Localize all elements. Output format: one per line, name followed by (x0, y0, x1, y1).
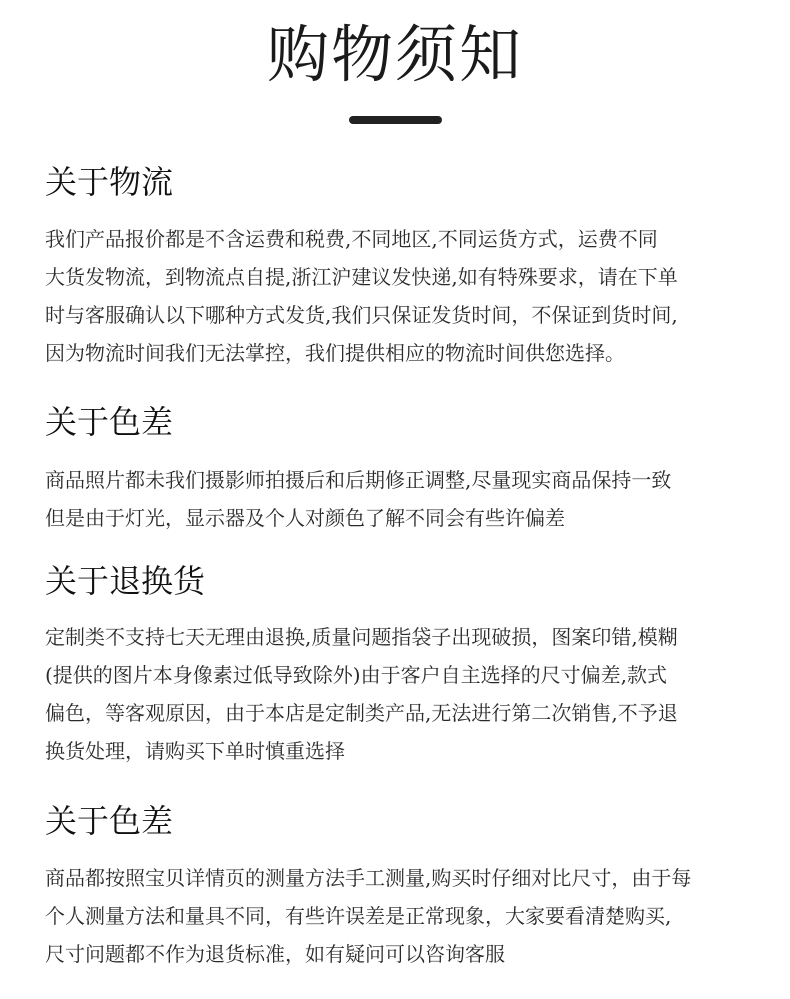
section-heading: 关于退换货 (45, 562, 206, 600)
section-heading: 关于色差 (45, 802, 174, 840)
section-returns-exchanges (45, 561, 765, 770)
body-line: 因为物流时间我们无法掌控，我们提供相应的物流时间供您选择。 (45, 341, 625, 365)
title-underline-divider (349, 116, 442, 124)
section-heading: 关于物流 (45, 163, 174, 201)
section-body (45, 461, 765, 537)
page-title: 购物须知 (266, 18, 523, 91)
body-line: 个人测量方法和量具不同，有些许误差是正常现象，大家要看清楚购买, (45, 904, 672, 928)
body-line: 尺寸问题都不作为退货标准，如有疑问可以咨询客服 (45, 942, 505, 966)
section-body (45, 859, 765, 973)
body-line: 商品照片都未我们摄影师拍摄后和后期修正调整,尽量现实商品保持一致 (45, 468, 672, 492)
section-heading: 关于色差 (45, 403, 174, 441)
section-measurement-difference (45, 801, 765, 973)
body-line: 商品都按照宝贝详情页的测量方法手工测量,购买时仔细对比尺寸，由于每 (45, 866, 692, 890)
body-line: 我们产品报价都是不含运费和税费,不同地区,不同运货方式，运费不同 (45, 227, 658, 251)
section-logistics (45, 162, 765, 372)
section-color-difference (45, 402, 765, 537)
body-line: 大货发物流，到物流点自提,浙江沪建议发快递,如有特殊要求，请在下单 (45, 265, 678, 289)
section-body (45, 618, 765, 770)
body-line: 偏色，等客观原因，由于本店是定制类产品,无法进行第二次销售,不予退 (45, 701, 678, 725)
body-line: 时与客服确认以下哪种方式发货,我们只保证发货时间，不保证到货时间, (45, 303, 678, 327)
body-line: 但是由于灯光，显示器及个人对颜色了解不同会有些许偏差 (45, 506, 565, 530)
body-line: 换货处理，请购买下单时慎重选择 (45, 739, 345, 763)
body-line: (提供的图片本身像素过低导致除外)由于客户自主选择的尺寸偏差,款式 (45, 663, 667, 687)
section-body (45, 220, 765, 372)
body-line: 定制类不支持七天无理由退换,质量问题指袋子出现破损，图案印错,模糊 (45, 625, 678, 649)
